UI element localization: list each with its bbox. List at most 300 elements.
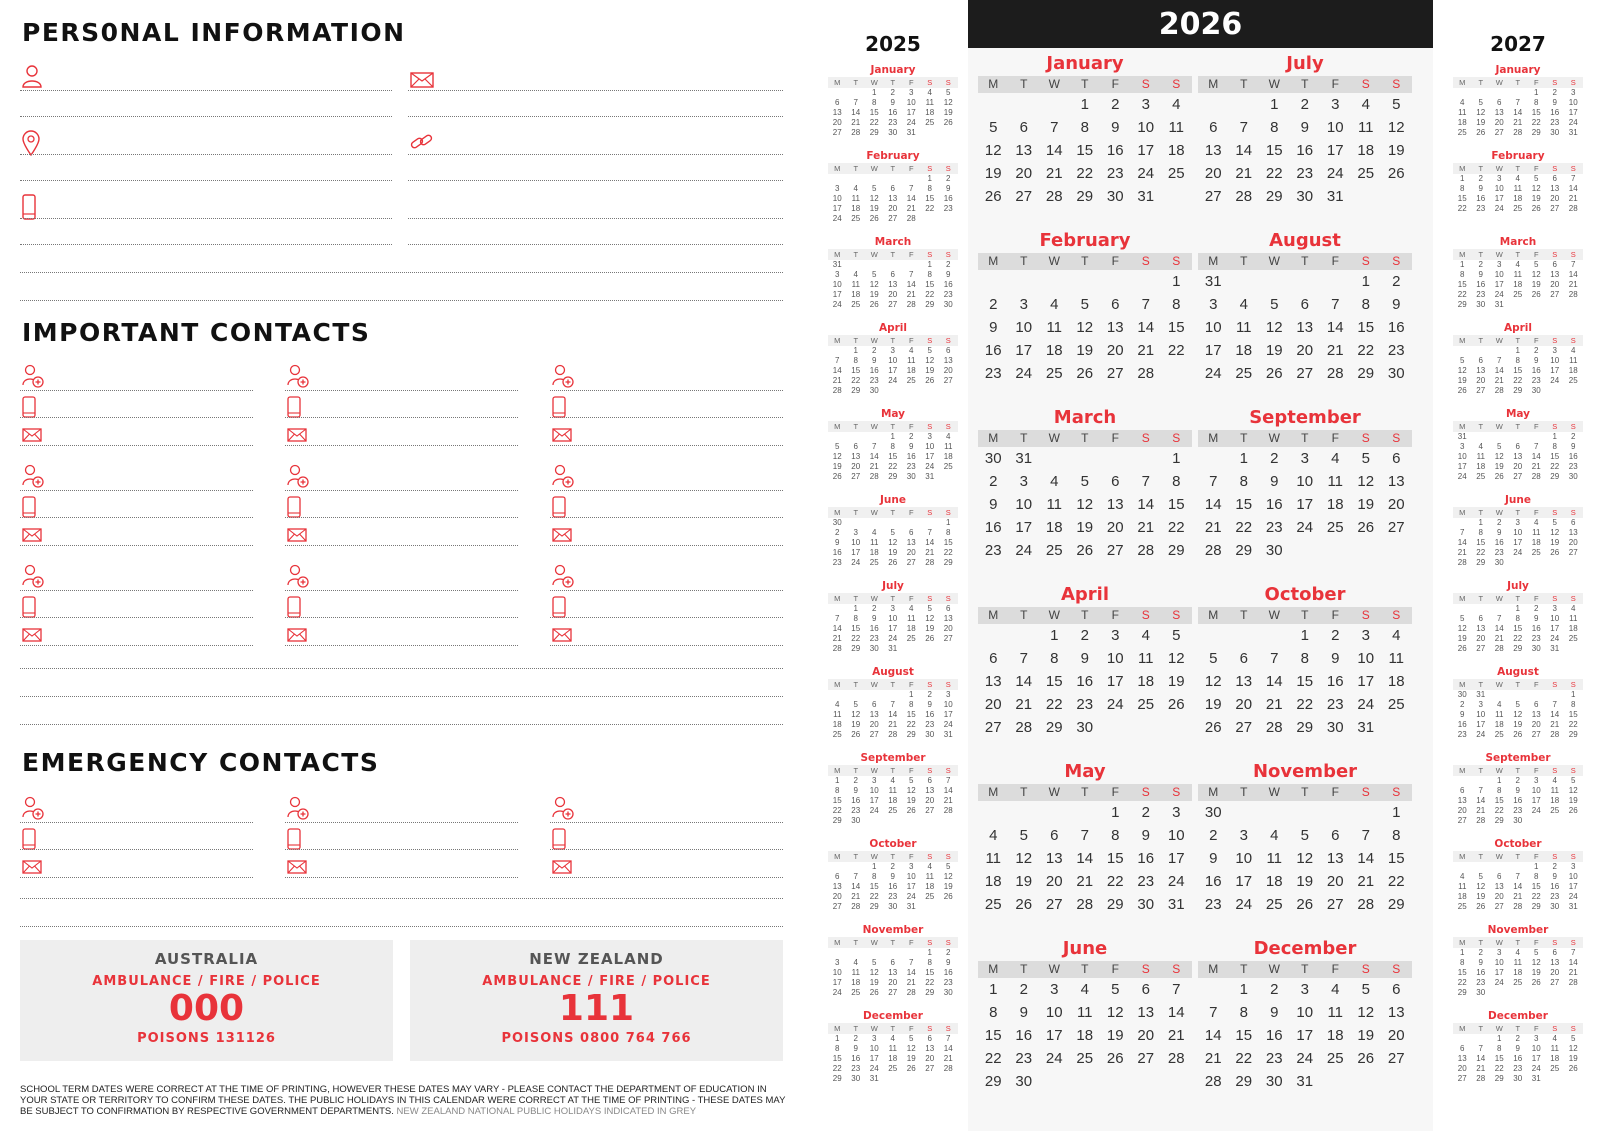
day-cell: 13: [1494, 882, 1504, 891]
day-cell: 14: [906, 280, 916, 289]
weekday-header: T: [1472, 335, 1491, 346]
day-cell: 26: [1476, 128, 1486, 137]
day-cell: 26: [1015, 896, 1033, 913]
day-cell: 27: [1015, 188, 1033, 205]
day-cell: 9: [1270, 473, 1279, 490]
day-cell: 16: [943, 968, 953, 977]
day-cell: 1: [946, 518, 951, 527]
day-cell: 6: [1239, 650, 1248, 667]
day-cell: 4: [835, 700, 840, 709]
day-cell: 2: [1209, 827, 1218, 844]
emergency-notes-line-2[interactable]: [20, 926, 783, 927]
day-cell: [921, 644, 940, 654]
day-cell: 1: [1534, 862, 1539, 871]
phone-line-right-2[interactable]: [408, 244, 783, 245]
day-cell: [939, 902, 958, 912]
day-cell: 27: [1531, 730, 1541, 739]
contact-phone-line[interactable]: [550, 417, 783, 418]
day-cell: 1: [1239, 450, 1248, 467]
day-cell: [1351, 539, 1382, 562]
day-cell: 15: [1457, 968, 1467, 977]
mini-month-name: October: [1494, 838, 1542, 850]
day-cell: 30: [851, 1074, 861, 1083]
contact-name-line[interactable]: [285, 590, 518, 591]
day-cell: 19: [1568, 796, 1578, 805]
weekday-header: F: [1527, 77, 1546, 88]
email-line[interactable]: [408, 90, 783, 91]
day-cell: 12: [943, 872, 953, 881]
day-cell: 8: [1172, 296, 1181, 313]
day-cell: 18: [1550, 1054, 1560, 1063]
day-cell: [902, 1074, 921, 1084]
day-cell: 10: [888, 356, 898, 365]
day-cell: 8: [1534, 872, 1539, 881]
mini-month-grid: [828, 77, 958, 138]
day-cell: [1161, 362, 1192, 385]
day-cell: 28: [1045, 188, 1063, 205]
mini-month-name: December: [863, 1010, 923, 1022]
day-cell: 10: [832, 968, 842, 977]
day-cell: [884, 518, 903, 528]
day-cell: 26: [1265, 365, 1283, 382]
mini-month-june: [1453, 494, 1583, 580]
day-cell: 21: [1137, 342, 1155, 359]
day-cell: 9: [1080, 650, 1089, 667]
day-cell: 18: [1167, 142, 1185, 159]
day-cell: 23: [1326, 696, 1344, 713]
day-cell: 27: [943, 634, 953, 643]
contact-phone-line[interactable]: [550, 617, 783, 618]
weekday-header: S: [1131, 784, 1162, 801]
day-cell: 28: [1137, 542, 1155, 559]
day-cell: 9: [1300, 119, 1309, 136]
day-cell: [1453, 88, 1472, 98]
day-cell: 2: [1300, 96, 1309, 113]
contact-name-line[interactable]: [20, 390, 253, 391]
contact-phone-line[interactable]: [285, 517, 518, 518]
day-cell: [1509, 988, 1528, 998]
day-cell: 24: [1296, 519, 1314, 536]
month-grid: [978, 76, 1192, 208]
contact-email-line[interactable]: [285, 645, 518, 646]
mini-month-march: [828, 236, 958, 322]
weekday-header: S: [1381, 253, 1412, 270]
day-cell: 29: [1513, 386, 1523, 395]
weekday-header: M: [1453, 507, 1472, 518]
day-cell: 15: [1494, 796, 1504, 805]
day-cell: 23: [832, 558, 842, 567]
day-cell: 1: [835, 1034, 840, 1043]
day-cell: 24: [1513, 548, 1523, 557]
day-cell: 30: [1457, 690, 1467, 699]
day-cell: 15: [1387, 850, 1405, 867]
day-cell: 4: [1050, 473, 1059, 490]
day-cell: 25: [1568, 634, 1578, 643]
weekday-header: T: [884, 937, 903, 948]
day-cell: 14: [1494, 366, 1504, 375]
day-cell: 28: [832, 644, 842, 653]
day-cell: 15: [1106, 850, 1124, 867]
weekday-header: S: [921, 593, 940, 604]
day-cell: 8: [1478, 528, 1483, 537]
day-cell: 26: [1568, 1064, 1578, 1073]
contacts-notes-line-3[interactable]: [20, 724, 783, 725]
day-cell: 6: [1460, 1044, 1465, 1053]
day-cell: 21: [851, 118, 861, 127]
day-cell: 14: [1045, 142, 1063, 159]
weekday-header: S: [1564, 507, 1583, 518]
weekday-header: T: [1229, 961, 1260, 978]
day-cell: 27: [1494, 128, 1504, 137]
day-cell: 17: [1204, 342, 1222, 359]
day-cell: 19: [906, 796, 916, 805]
month-may: [978, 760, 1192, 916]
month-january: [978, 52, 1192, 208]
weekday-header: T: [847, 765, 866, 776]
contacts-notes-line[interactable]: [20, 668, 783, 669]
day-cell: 23: [1476, 290, 1486, 299]
emergency-number: 111: [558, 988, 635, 1029]
month-september: [1198, 406, 1412, 562]
mobile-phone-icon: [22, 596, 36, 618]
weekday-header: W: [1490, 1023, 1509, 1034]
day-cell: 29: [1494, 1074, 1504, 1083]
contact-email-line[interactable]: [550, 877, 783, 878]
day-cell: 16: [888, 108, 898, 117]
day-cell: 2: [989, 473, 998, 490]
contact-name-line[interactable]: [550, 490, 783, 491]
mini-month-name: December: [1488, 1010, 1548, 1022]
day-cell: 20: [1457, 806, 1467, 815]
mail-icon: [552, 628, 572, 642]
day-cell: 5: [1534, 948, 1539, 957]
day-cell: 20: [906, 548, 916, 557]
day-cell: 18: [1045, 519, 1063, 536]
weekday-header: F: [1100, 430, 1131, 447]
day-cell: 23: [888, 118, 898, 127]
day-cell: 25: [1457, 902, 1467, 911]
day-cell: [865, 518, 884, 528]
contact-email-line[interactable]: [285, 545, 518, 546]
day-cell: 15: [851, 366, 861, 375]
day-cell: 9: [1552, 872, 1557, 881]
day-cell: 22: [1045, 696, 1063, 713]
day-cell: 15: [1235, 496, 1253, 513]
day-cell: 19: [1531, 280, 1541, 289]
weekday-header: S: [921, 1023, 940, 1034]
day-cell: 22: [925, 290, 935, 299]
day-cell: 13: [1513, 452, 1523, 461]
address-line-2[interactable]: [20, 180, 392, 181]
weekday-header: F: [902, 249, 921, 260]
name-line[interactable]: [20, 90, 392, 91]
address-line[interactable]: [20, 154, 392, 155]
contact-email-line[interactable]: [20, 645, 253, 646]
disclaimer-nz-note: NEW ZEALAND NATIONAL PUBLIC HOLIDAYS INDICATED IN GREY: [396, 1106, 697, 1117]
mail-icon: [287, 528, 307, 542]
day-cell: 14: [869, 452, 879, 461]
day-cell: 3: [1552, 604, 1557, 613]
day-cell: 29: [1568, 730, 1578, 739]
day-cell: 3: [835, 270, 840, 279]
day-cell: 27: [925, 1064, 935, 1073]
day-cell: 7: [1270, 650, 1279, 667]
weekday-header: S: [939, 507, 958, 518]
contact-phone-line[interactable]: [550, 849, 783, 850]
weekday-header: S: [1351, 607, 1382, 624]
day-cell: 11: [985, 850, 1002, 867]
day-cell: 12: [1494, 452, 1504, 461]
day-cell: 1: [1478, 518, 1483, 527]
email-line-2[interactable]: [408, 116, 783, 117]
mini-month-name: November: [862, 924, 924, 936]
weekday-header: T: [1472, 249, 1491, 260]
day-cell: 10: [1568, 98, 1578, 107]
contact-email-line[interactable]: [20, 545, 253, 546]
add-contact-icon: [22, 464, 44, 488]
contact-phone-line[interactable]: [20, 617, 253, 618]
weekday-header: T: [1009, 607, 1040, 624]
day-cell: 10: [1357, 650, 1375, 667]
contact-email-line[interactable]: [20, 877, 253, 878]
phone-line-right[interactable]: [408, 218, 783, 219]
day-cell: 21: [906, 204, 916, 213]
contact-phone-line[interactable]: [285, 849, 518, 850]
day-cell: 16: [1513, 1054, 1523, 1063]
weekday-header: W: [1490, 421, 1509, 432]
mini-month-name: June: [880, 494, 906, 506]
day-cell: 6: [1111, 473, 1120, 490]
notes-line-2[interactable]: [20, 300, 783, 301]
day-cell: [828, 174, 847, 184]
day-cell: 18: [1387, 673, 1405, 690]
contact-name-line[interactable]: [285, 490, 518, 491]
contact-phone-line[interactable]: [285, 417, 518, 418]
contact-email-line[interactable]: [550, 645, 783, 646]
day-cell: 12: [1076, 496, 1094, 513]
day-cell: 1: [872, 862, 877, 871]
day-cell: [902, 386, 921, 396]
day-cell: 20: [869, 720, 879, 729]
mini-month-september: [828, 752, 958, 838]
day-cell: 19: [851, 720, 861, 729]
day-cell: 9: [1270, 1004, 1279, 1021]
weekday-header: T: [1229, 607, 1260, 624]
day-cell: 7: [1080, 827, 1089, 844]
contact-phone-line[interactable]: [550, 517, 783, 518]
day-cell: [865, 260, 884, 270]
contact-name-line[interactable]: [20, 590, 253, 591]
day-cell: 16: [943, 280, 953, 289]
contact-email-line[interactable]: [285, 877, 518, 878]
contact-email-line[interactable]: [20, 445, 253, 446]
mini-month-grid: [1453, 765, 1583, 826]
day-cell: 4: [1552, 776, 1557, 785]
contact-name-line[interactable]: [285, 390, 518, 391]
contact-name-line[interactable]: [20, 490, 253, 491]
day-cell: 8: [853, 614, 858, 623]
day-cell: 26: [1296, 896, 1314, 913]
day-cell: 24: [1494, 290, 1504, 299]
contact-phone-line[interactable]: [20, 417, 253, 418]
day-cell: 26: [1457, 644, 1467, 653]
day-cell: 3: [909, 862, 914, 871]
month-grid: [978, 430, 1192, 562]
day-cell: 24: [1568, 892, 1578, 901]
day-cell: 22: [851, 634, 861, 643]
contact-email-line[interactable]: [550, 545, 783, 546]
day-cell: 22: [851, 376, 861, 385]
day-cell: 25: [1076, 1050, 1094, 1067]
weekday-header: W: [1259, 784, 1290, 801]
contact-name-line[interactable]: [550, 822, 783, 823]
day-cell: 1: [927, 174, 932, 183]
weekday-header: F: [1320, 253, 1351, 270]
day-cell: 16: [1494, 538, 1504, 547]
weekday-header: T: [847, 679, 866, 690]
day-cell: 21: [1457, 548, 1467, 557]
day-cell: 31: [1167, 896, 1185, 913]
day-cell: 14: [906, 968, 916, 977]
day-cell: 24: [888, 634, 898, 643]
day-cell: [847, 518, 866, 528]
day-cell: 16: [869, 624, 879, 633]
day-cell: 1: [1172, 273, 1181, 290]
day-cell: 18: [1357, 142, 1375, 159]
weekday-header: M: [978, 76, 1009, 93]
day-cell: 20: [1550, 968, 1560, 977]
mobile-phone-icon: [287, 828, 301, 850]
day-cell: 30: [1204, 804, 1222, 821]
day-cell: 21: [851, 892, 861, 901]
day-cell: [1564, 644, 1583, 654]
day-cell: 4: [1515, 174, 1520, 183]
day-cell: 10: [1235, 850, 1253, 867]
day-cell: 16: [1568, 452, 1578, 461]
day-cell: 28: [1531, 472, 1541, 481]
weekday-header: T: [1070, 430, 1101, 447]
day-cell: 27: [1550, 290, 1560, 299]
weekday-header: S: [1546, 163, 1565, 174]
day-cell: 28: [851, 902, 861, 911]
day-cell: [1472, 88, 1491, 98]
day-cell: 31: [943, 730, 953, 739]
day-cell: 6: [890, 958, 895, 967]
contact-email-line[interactable]: [285, 445, 518, 446]
day-cell: 6: [890, 270, 895, 279]
day-cell: 14: [1235, 142, 1253, 159]
contact-name-line[interactable]: [20, 822, 253, 823]
day-cell: 17: [1045, 1027, 1063, 1044]
emergency-notes-line[interactable]: [20, 898, 783, 899]
day-cell: 7: [1478, 786, 1483, 795]
weekday-header: M: [1198, 253, 1229, 270]
day-cell: 13: [1476, 366, 1486, 375]
day-cell: 12: [1204, 673, 1222, 690]
contact-name-line[interactable]: [550, 390, 783, 391]
day-cell: 2: [989, 296, 998, 313]
contacts-notes-line-2[interactable]: [20, 696, 783, 697]
weekday-header: T: [1290, 76, 1321, 93]
day-cell: 21: [925, 548, 935, 557]
name-line-2[interactable]: [20, 116, 392, 117]
day-cell: [1351, 185, 1382, 208]
website-line-2[interactable]: [408, 180, 783, 181]
day-cell: [1070, 1070, 1101, 1093]
phone-line[interactable]: [20, 218, 392, 219]
day-cell: 19: [925, 366, 935, 375]
weekday-header: S: [921, 765, 940, 776]
day-cell: 24: [1550, 376, 1560, 385]
weekday-header: T: [884, 77, 903, 88]
day-cell: 13: [851, 452, 861, 461]
day-cell: 9: [1534, 356, 1539, 365]
phone-line-2[interactable]: [20, 244, 392, 245]
day-cell: 30: [943, 988, 953, 997]
weekday-header: T: [1509, 77, 1528, 88]
day-cell: 7: [1515, 98, 1520, 107]
weekday-header: T: [884, 593, 903, 604]
day-cell: 17: [1531, 1054, 1541, 1063]
contact-email-line[interactable]: [550, 445, 783, 446]
weekday-header: M: [828, 679, 847, 690]
mini-month-september: [1453, 752, 1583, 838]
day-cell: 22: [869, 892, 879, 901]
weekday-header: S: [1381, 607, 1412, 624]
day-cell: [847, 948, 866, 958]
day-cell: [1564, 1074, 1583, 1084]
contact-phone-line[interactable]: [20, 517, 253, 518]
month-march: [978, 406, 1192, 562]
day-cell: 16: [1457, 720, 1467, 729]
day-cell: [1490, 690, 1509, 700]
day-cell: 25: [1235, 365, 1253, 382]
day-cell: 28: [1357, 896, 1375, 913]
day-cell: 10: [1494, 958, 1504, 967]
day-cell: 29: [869, 902, 879, 911]
day-cell: 15: [906, 710, 916, 719]
day-cell: 28: [943, 806, 953, 815]
contact-name-line[interactable]: [285, 822, 518, 823]
mail-icon: [287, 860, 307, 874]
day-cell: 24: [1296, 1050, 1314, 1067]
month-name: August: [1269, 230, 1341, 251]
day-cell: 19: [1531, 968, 1541, 977]
notes-line[interactable]: [20, 272, 783, 273]
day-cell: 12: [1568, 786, 1578, 795]
day-cell: 31: [1204, 273, 1222, 290]
day-cell: 27: [832, 128, 842, 137]
day-cell: 6: [1534, 700, 1539, 709]
day-cell: 26: [1531, 978, 1541, 987]
day-cell: 7: [1478, 1044, 1483, 1053]
day-cell: 29: [906, 730, 916, 739]
weekday-header: T: [1070, 784, 1101, 801]
day-cell: 8: [1239, 473, 1248, 490]
contact-phone-line[interactable]: [285, 617, 518, 618]
contact-phone-line[interactable]: [20, 849, 253, 850]
website-line[interactable]: [408, 154, 783, 155]
month-october: [1198, 583, 1412, 739]
day-cell: 22: [1531, 892, 1541, 901]
day-cell: 6: [946, 346, 951, 355]
day-cell: 14: [1137, 319, 1155, 336]
day-cell: 24: [1326, 165, 1344, 182]
contact-name-line[interactable]: [550, 590, 783, 591]
mini-month-october: [828, 838, 958, 924]
day-cell: 21: [1015, 696, 1033, 713]
day-cell: 26: [869, 300, 879, 309]
